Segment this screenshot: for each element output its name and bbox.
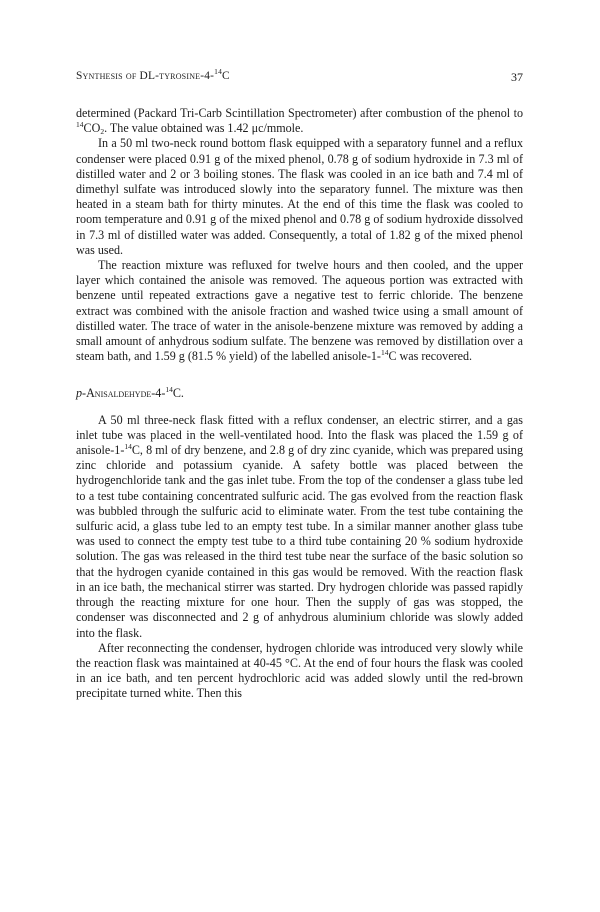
paragraph (76, 258, 523, 364)
running-head-superscript: 14 (214, 67, 223, 76)
section-heading-prefix: p- (76, 386, 87, 401)
superscript: 14 (380, 348, 389, 358)
section-heading-suffix: C. (172, 386, 184, 401)
paragraph (76, 641, 523, 702)
page-number: 37 (511, 70, 523, 84)
section-heading-text: Anisaldehyde-4- (86, 386, 166, 401)
text-run: The reaction mixture was refluxed for twelve hours and then cooled, and the upper layer which contained the anisole was removed. The aqueous portion was extracted with benzene until repeated extractions gave a negative test to ferric chloride. The benzene extract was combined with the anisole fraction and washed twice using a small amount of distilled water. The trace of water in the anisole-benzene mixture was removed by adding a small amount of anhydrous sodium sulfate. The benzene was removed by distillation over a steam bath, and 1.59 g (81.5 % yield) of the labelled anisole-1- (76, 258, 523, 364)
running-head-title (76, 67, 230, 82)
text-run: C, 8 ml of dry benzene, and 2.8 g of dry zinc cyanide, which was prepared using zinc chloride and potassium cyanide. A safety bottle was placed between the hydrogenchloride tank and the gas inlet tube. From the top of the condenser a glass tube led to a test tube containing concentrated sulfuric acid. The gas evolved from the reaction flask was bubbled through the sulfuric acid to eliminate water. From the test tube containing the sulfuric acid, a glass tube led to an empty test tube. In a similar manner another glass tube was used to connect the empty test tube to a third tube containing 20 % sodium hydroxide solution. The gas was released in the third test tube near the surface of the basic solution so that the hydrogen cyanide contained in this gas would be removed. With the reaction flask in an ice bath, the mechanical stirrer was started. Dry hydrogen chloride was passed rapidly through the reacting mixture for one hour. Then the supply of gas was stopped, the condenser was disconnected and 2 g of anhydrous aluminium chloride was slowly added into the flask. (76, 443, 523, 640)
text-run: . The value obtained was 1.42 μc/mmole. (104, 121, 304, 136)
superscript: 14 (76, 120, 84, 130)
paragraph (76, 106, 523, 136)
running-header (76, 67, 523, 88)
page-body (76, 106, 523, 702)
paragraph (76, 413, 523, 641)
text-run: CO (83, 121, 101, 136)
text-run: After reconnecting the condenser, hydrogen chloride was introduced very slowly while the reaction flask was maintained at 40-45 °C. At the end of four hours the flask was cooled in an ice bath, and ten percent hydrochloric acid was added slowly until the red-brown precipitate turned white. Then this (76, 640, 523, 701)
text-run: In a 50 ml two-neck round bottom flask equipped with a separatory funnel and a reflux condenser were placed 0.91 g of the mixed phenol, 0.78 g of sodium hydroxide in 7.3 ml of distilled water and 2 or 3 boiling stones. The flask was cooled in an ice bath and 7.4 ml of dimethyl sulfate was introduced slowly into the separatory funnel. The mixture was then heated in a steam bath for thirty minutes. At the end of this time the flask was cooled to room temperature and 0.91 g of the mixed phenol and 0.78 g of sodium hydroxide dissolved in 7.3 ml of distilled water was added. Consequently, a total of 1.82 g of the mixed phenol was used. (76, 136, 523, 257)
text-run: A 50 ml three-neck flask fitted with a reflux condenser, an electric stirrer, and a gas inlet tube was placed in the well-ventilated hood. Into the flask was placed the 1.59 g of anisole-1- (76, 412, 523, 458)
running-head-text: Synthesis of DL-tyrosine-4- (76, 70, 215, 82)
subscript: 2 (100, 127, 105, 137)
text-run: determined (Packard Tri-Carb Scintillation Spectrometer) after combustion of the phenol to (76, 106, 523, 120)
section-heading (76, 386, 523, 401)
section-heading-superscript: 14 (165, 385, 173, 395)
paragraph (76, 136, 523, 258)
running-head-suffix: C (222, 70, 230, 82)
superscript: 14 (124, 442, 132, 452)
text-run: C was recovered. (388, 349, 473, 364)
